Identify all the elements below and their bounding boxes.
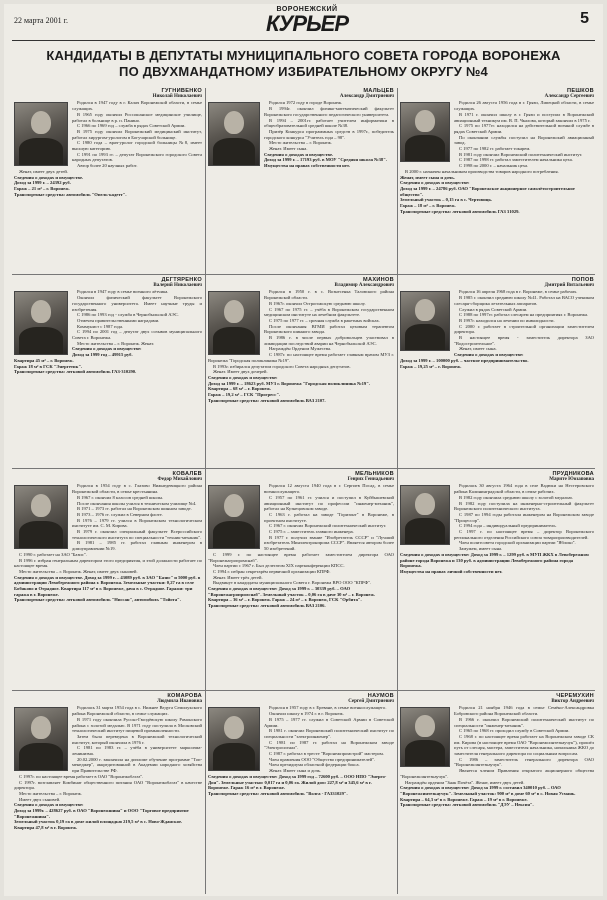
biography-paragraph: В настоящее время - заместитель директора ЗАО "Водостроительное".	[454, 335, 594, 346]
candidate-income-info	[14, 175, 202, 198]
biography-paragraph: Женат. Имеет трёх детей.	[213, 574, 263, 580]
biography-paragraph: Место жительства – г. Воронеж. Женат.	[77, 340, 155, 346]
photo-body-shape	[405, 324, 445, 350]
candidate-surname: ПРУДНИКОВА	[552, 471, 594, 477]
income-line: Земельный участок 0,19 га в доме жилой площадью 219,5 м² в с. Ново-Жданское.	[14, 819, 183, 825]
candidate-card	[400, 277, 594, 466]
candidate-income-info	[400, 352, 594, 369]
biography-paragraph: Женат. Имеет сына.	[269, 146, 308, 152]
candidate-photo	[14, 291, 68, 355]
newspaper-page	[4, 4, 603, 896]
candidate-income-info	[208, 586, 394, 609]
photo-body-shape	[19, 521, 63, 549]
candidate-card	[14, 88, 202, 272]
candidate-income-info	[400, 552, 594, 575]
candidate-card	[400, 88, 594, 272]
candidate-first-names: Александр Дмитриевич	[339, 94, 394, 100]
photo-body-shape	[19, 138, 63, 166]
income-line: Квартира 45 м² – г. Воронеж.	[14, 357, 74, 363]
candidate-photo	[208, 707, 260, 771]
headline-line-2: ПО ДВУХМАНДАТНОМУ ИЗБИРАТЕЛЬНОМУ ОКРУГУ №4	[119, 64, 488, 79]
candidate-card	[208, 277, 394, 466]
biography-paragraph: С 1997г. возглавляет Комбинат общественного питания ОАО "Воронежоблгаз" в качестве директора.	[14, 779, 202, 791]
candidate-photo	[14, 485, 68, 549]
income-line: Сведения о доходах и имуществе.	[14, 174, 84, 180]
photo-head-shape	[31, 716, 52, 740]
biography-paragraph: С 1988 по 1997гг. работал слесарем на предприятиях г. Воронежа.	[459, 312, 589, 318]
income-line: Доход за 1999 г. – 24392 руб.	[14, 180, 71, 186]
income-line: Доход за 1999 г. – 24786 руб. ОАО "Воронежское акционерное самолётостроительное общество".	[400, 185, 575, 197]
candidate-card	[14, 471, 202, 688]
candidate-surname: КОВАЛЁВ	[172, 471, 202, 477]
biography-paragraph: Родился в 1957 году в г. Ереване, в семье военнослужащего.	[269, 705, 387, 711]
biography-paragraph: В 1973 – 1976 гг. служил в Северном флоте.	[77, 511, 163, 517]
newspaper-logo	[254, 6, 360, 38]
biography-paragraph: Коммунист с 1987 года.	[77, 323, 124, 329]
income-line: Транспортные средства: легковой автомобиль ВАЗ 2106.	[208, 603, 326, 609]
biography-paragraph: После окончания ВГМИ работал цеховым терапевтом Воронежского шинного завода.	[264, 323, 394, 335]
biography-paragraph: С 1975 по 1977 гг. – срочная служба в ракетных войсках.	[269, 317, 380, 323]
income-line: Квартира – 68 м² – г. Воронеж.	[208, 386, 272, 392]
biography-paragraph: Женат. Имеет сына и дочь.	[269, 768, 322, 774]
biography-paragraph: Место жительства – г. Воронеж. Женат, имеет двух сыновей.	[19, 568, 138, 574]
logo-top: ВОРОНЕЖСКИЙ	[276, 6, 338, 13]
biography-paragraph: С 1963 г. работал на заводе "Горизонт" в Воронеже, в проектном институте.	[264, 511, 394, 523]
biography-paragraph: Автор более 20 научных работ.	[77, 163, 138, 169]
biography-paragraph: С 1981 по 1983 гг. – учёба в университете марксизма-ленинизма.	[72, 745, 202, 757]
income-line: Доход за 1999 г. – 17193 руб. в МОУ "Средняя школа №38".	[264, 157, 387, 163]
biography-paragraph: Родился в 1947 году в г. Калач Воронежской области, в семье служащих.	[72, 100, 202, 112]
biography-paragraph: Член политсовета городской организации партии "Яблоко".	[459, 540, 576, 546]
biography-paragraph: С 1999 г. по настоящее время работает заместителем директора ОАО "Воронежагропромснаб".	[208, 551, 394, 563]
biography-paragraph: Женат, имеет двух детей.	[19, 168, 68, 174]
income-line: Сведения о доходах и имуществе: Доход за 1999 год – 72600 руб. – ООО НПО "Энерго-Дон". Земельные участки: 0,017 га и 0,06 га. Жилой дом: 227,8 м² и 345,6 м² в г. Воронеже. Гараж 16 м² в г. Воронеже.	[208, 773, 387, 791]
biography-paragraph: С 1966 по 1969 год – служба в рядах Советской Армии.	[77, 123, 186, 129]
biography-paragraph: Родился 12 августа 1940 года в г. Сергиев Посад, в семье военнослужащего.	[264, 483, 394, 495]
candidate-card	[14, 277, 202, 466]
biography-paragraph: В 1979 г. окончил специальный факультет Всероссийского технологического института по специальности "техник-механик".	[72, 529, 202, 540]
photo-head-shape	[31, 111, 52, 135]
biography-paragraph: С 1967 г. окончил Воронежский политехнический институт.	[269, 523, 387, 529]
income-line: Доход за 1999 год – 49915 руб.	[72, 352, 133, 358]
photo-body-shape	[213, 743, 255, 771]
photo-head-shape	[224, 716, 244, 740]
photo-head-shape	[31, 300, 52, 324]
biography-paragraph: В 1996 г. избран генеральным директором этого предприятия, и этой должности работает по настоящее время.	[14, 557, 202, 569]
candidate-income-info	[208, 774, 394, 797]
biography-paragraph: Родилась 31 марта 1954 года в с. Нижнее Ведуга Семилукского района Воронежской области, в семье служащих.	[72, 705, 202, 717]
candidate-income-info	[400, 785, 594, 808]
column-divider	[205, 88, 206, 894]
biography-paragraph: С 1981 по 1987 гг. работал на Воронежском заводе "Электросигнал".	[264, 739, 394, 751]
candidate-photo	[400, 291, 450, 351]
candidate-surname: ГУГНИВЕНКО	[161, 88, 202, 94]
income-line: Транспортные средства: легковой автомобиль ВАЗ 2107.	[208, 397, 326, 403]
biography-paragraph: С 1994 по 2001 год – депутат двух созывов муниципального Совета г. Воронежа.	[72, 329, 202, 341]
biography-paragraph: В 1977 г. получил звание "Изобретатель СССР" и "Лучший изобретатель Минэлектронпрома СССР". Является автором более 50 изобретений.	[264, 534, 394, 552]
biography-paragraph: В 1965 году окончил Россошанское медицинское училище, работал в больнице в р. п. Панино.	[72, 111, 202, 123]
candidate-photo	[400, 102, 450, 162]
income-line: Сведения о доходах и имуществе.	[264, 151, 334, 157]
biography-paragraph: С 1957 по 1961 гг. учился и поступил в Куйбышевский авиационный институт по профессии "инженер-механик", работал на Кузнецовском заводе.	[264, 494, 394, 512]
income-line: Сведения о доходах и имуществе:	[400, 180, 470, 186]
photo-head-shape	[415, 299, 434, 321]
candidate-surname: НАУМОВ	[367, 693, 394, 699]
biography-paragraph: Родился 26 августа 1956 года в г. Грязи, Липецкой области, в семье служащих.	[454, 100, 594, 112]
masthead	[4, 4, 603, 40]
biography-paragraph: Замужем, имеет сына.	[459, 546, 503, 552]
photo-body-shape	[405, 135, 445, 161]
income-line: Транспортные средства: легковой автомобиль "ДЭУ – Нексия".	[400, 802, 534, 808]
income-line: Гараж 18 м² в ГСК "Энергетик".	[14, 363, 83, 369]
income-line: Сведения о доходах и имуществе. Доход за 1999 г. – 43089 руб. в ЗАО "Базис" и 5000 руб. в администрации Левобережного района г. Воронежа. Земельные участки: 0,27 га в селе Бобяково и Отрадное. Квартира 117 м² в г. Воронеже, дача в с. Отрадное. Гаражи: три гаража в г. Воронеже.	[14, 574, 201, 597]
photo-body-shape	[405, 740, 445, 766]
candidate-income-info	[14, 575, 202, 604]
biography-paragraph: В 1981 г. окончил Воронежский политехнический институт по специальности "электроинженер".	[264, 728, 394, 739]
biography-paragraph: В 1986 г. в числе первых добровольцев участвовал в ликвидации последствий аварии на Чернобыльской АЭС.	[264, 335, 394, 346]
biography-paragraph: В 1975 году окончил Воронежский медицинский институт, работал хирургом-урологом в Богучарской больнице.	[72, 128, 202, 140]
income-line: Квартира 47,8 м² в г. Воронеж.	[14, 825, 78, 831]
biography-paragraph: Член партии с 1967 г. Был делегатом XIX партконференции КПСС.	[213, 563, 345, 569]
biography-paragraph: Является членом Правления открытого акционерного общества "Воронежсинтезкаучук".	[400, 768, 594, 779]
candidate-first-names: Людмила Ивановна	[156, 699, 202, 705]
headline-line-1: КАНДИДАТЫ В ДЕПУТАТЫ МУНИЦИПАЛЬНОГО СОВЕТА ГОРОДА ВОРОНЕЖА	[46, 48, 561, 63]
candidate-photo	[208, 102, 260, 166]
biography-paragraph: С 1994 года – индивидуальный предприниматель.	[459, 523, 557, 529]
photo-head-shape	[415, 110, 434, 132]
income-line: Сведения о доходах и имуществе: Доход за 1999 г. – 30339 руб. – ОАО "Воронежагропромснаб". Земельный участок – 0,06 га в даче 30 м² – г. Воронеж. Квартира – 36 м² – г. Воронеж. Гараж – 24 м² – г. Воронеж, ГСК "Орбита".	[208, 586, 375, 603]
biography-paragraph: С 1987г. по настоящее время работает главным врачом МУЗ г. Воронежа "Городская поликлиника №19".	[208, 352, 394, 363]
biography-paragraph: Награждён Орденом Мужества.	[269, 346, 332, 352]
candidate-first-names: Дмитрий Витальевич	[544, 283, 594, 289]
biography-paragraph: Член правления ООО "Общество предпринимателей".	[269, 756, 376, 762]
biography-paragraph: В 1967 г. окончил 8 классов средней школы.	[77, 494, 164, 500]
candidate-first-names: Владимир Александрович	[334, 283, 394, 289]
photo-head-shape	[31, 494, 52, 518]
column-divider	[397, 88, 398, 894]
row-divider	[12, 468, 595, 469]
row-divider	[12, 690, 595, 691]
biography-paragraph: Родился 16 апреля 1968 года в г. Воронеже, в семье рабочих.	[459, 289, 578, 295]
photo-body-shape	[19, 743, 63, 771]
biography-paragraph: С 1990 г. работает на ЗАО "Базис".	[19, 551, 87, 557]
biography-paragraph: Место жительства – г. Воронеж.	[269, 140, 332, 146]
biography-paragraph: 20.02.2000 г. закончила на дипломе обучение программе "Топ-менеджер", аккредитованной в Академии народного хозяйства при Правительстве РФ.	[72, 756, 202, 774]
biography-paragraph: Родился в 1947 году в семье военного лётчика.	[77, 289, 169, 295]
biography-paragraph: С 1998 по 2000 г. – начальник цеха.	[459, 163, 529, 169]
biography-paragraph: С 1991 по 1993 гг. – депутат Воронежского городского Совета народных депутатов.	[72, 151, 202, 163]
biography-paragraph: В 1994г. окончил физико-математический факультет Воронежского государственного педагогического университета.	[264, 106, 394, 117]
biography-paragraph: В 1994 – 2001гг. работает учителем информатики в общеобразовательной средней школе №38.	[264, 117, 394, 129]
income-line: Сведения о доходах и имуществе:	[208, 374, 278, 380]
income-line: Гараж – 19,25 м² – г. Воронеж.	[400, 363, 462, 369]
income-line: Транспортные средства: легковой автомобиль ГАЗ-310290.	[14, 369, 137, 375]
candidate-card	[208, 693, 394, 893]
biography-paragraph: Член президиума областной федерации бокса.	[269, 762, 360, 768]
biography-paragraph: С 1997 г. по настоящее время – директор Воронежского регионального отделения Российского союза товаропроизводителей.	[454, 529, 594, 540]
biography-paragraph: В 1971 – 1973 гг. работал на Воронежском шинном заводе.	[77, 506, 192, 512]
biography-paragraph: Женат. Имеет двух дочерей.	[213, 369, 268, 375]
candidate-first-names: Николай Николаевич	[152, 94, 202, 100]
candidate-photo	[208, 291, 260, 355]
income-line: Транспортные средства: легковой автомобиль ГАЗ 31029.	[400, 208, 520, 214]
biography-paragraph: В 1981 году окончил Воронежский политехнический институт.	[459, 151, 583, 157]
biography-paragraph: С 1977 по 1982 гг. работает токарем.	[459, 146, 531, 152]
biography-paragraph: Окончил школу в 1974 г. в г. Воронеж.	[269, 711, 344, 717]
candidate-first-names: Александр Сергеевич	[544, 94, 594, 100]
logo-main: КУРЬЕР	[265, 11, 349, 36]
candidate-surname: ДЕГТЯРЕНКО	[161, 277, 202, 283]
candidate-first-names: Виктор Андреевич	[551, 699, 594, 705]
photo-body-shape	[213, 521, 255, 549]
biography-paragraph: В 2000 г. назначен начальником производства товаров народного потребления.	[405, 168, 559, 174]
biography-paragraph: С 1987 г. работал в тресте "Воронежпромстрой" мастером.	[269, 751, 384, 757]
photo-head-shape	[224, 300, 244, 324]
income-line: Земельный участок – 0,15 га в с. Чертовицк.	[400, 197, 493, 203]
candidate-first-names: Федор Михайлович	[157, 477, 202, 483]
biography-paragraph: Родился 21 ноября 1946 года в семье Семёно-Александровка Бобровского района Воронежской области.	[454, 705, 594, 717]
biography-paragraph: Родилась 30 августа 1964 года в селе Вадюки на Нестеровского района Калининградской области, в семье рабочих.	[454, 483, 594, 495]
photo-body-shape	[213, 138, 255, 166]
candidate-card	[208, 471, 394, 688]
candidate-surname: ПОПОВ	[571, 277, 594, 283]
income-line: Транспортные средства: легковой автомобиль "Волга - ГАЗ31029".	[208, 790, 348, 796]
photo-body-shape	[405, 518, 445, 544]
income-line: Имущества на правах личной собственности нет.	[400, 568, 503, 574]
candidate-surname: ЧЕРЕМУХИН	[556, 693, 594, 699]
biography-paragraph: В 1976 – 1979 гг. учился в Воронежском технологическом институте им. С. М. Кирова.	[72, 517, 202, 529]
photo-head-shape	[224, 111, 244, 135]
income-line: Доход за 1999 г. – 100000 руб. – частное предпринимательство.	[400, 357, 529, 363]
biography-paragraph: Окончил физический факультет Воронежского государственного университета. Имеет научные труды и изобретения.	[72, 295, 202, 312]
biography-paragraph: В 1966 г. окончил Воронежский политехнический институт по специальности "инженер-механик".	[454, 716, 594, 728]
biography-paragraph: Затем была переведена в Воронежский технологический институт, который окончила в 1976 г.	[72, 733, 202, 745]
biography-paragraph: С 1975 г. – заместитель главного инженера.	[269, 529, 354, 535]
income-line: Доход за 1999 г. – 18623 руб. МУЗ г. Воронежа "Городская поликлиника №19".	[208, 380, 370, 386]
candidate-first-names: Марите Юозаповна	[549, 477, 594, 483]
biography-paragraph: С 1987 по 1998 гг. работал заместителем начальника цеха.	[459, 157, 573, 163]
biography-paragraph: В 1971 году окончила Русско-Гвоздёвскую школу Рамонского района с золотой медалью. В 1971 году поступила в Московский технологический институт пищевой промышленности.	[72, 716, 202, 734]
candidate-surname: МАХИНОВ	[363, 277, 394, 283]
candidate-card	[14, 693, 202, 893]
candidate-surname: МАЛЬЦЕВ	[363, 88, 394, 94]
income-line: Сведения о доходах и имуществе: Доход за 1999 г. составил 340010 руб. – ОАО "Воронежсинтезкаучук". Земельный участок: 900 м² в доме 60 м² в с. Новая Усмань. Квартира – 64,3 м² в г. Воронеже. Гараж – 19 м² в г. Воронеже.	[400, 785, 576, 802]
biography-paragraph: С 1968 г. по настоящее время работает на Воронежском заводе СК им. Кирова (в настоящее время ОАО "Воронежсинтезкаучук"), прошёл путь от слесаря, мастера, заместителя начальника, начальника ЖКО до заместителя генерального директора по социальным вопросам.	[454, 733, 594, 757]
photo-head-shape	[415, 493, 434, 515]
biography-paragraph: Выдвинут в кандидаты муниципального Совета г. Воронежа ВРО ООО "КПРФ".	[213, 580, 372, 586]
candidate-income-info	[208, 375, 394, 404]
biography-paragraph: В 1993г. избирался депутатом городского Совета народных депутатов.	[213, 363, 351, 369]
income-line: Транспортные средства: легковой автомобиль "Ниссан", автомобиль "Тойота".	[14, 597, 181, 603]
candidate-surname: ПЕШКОВ	[567, 88, 594, 94]
photo-body-shape	[213, 327, 255, 355]
biography-paragraph: С 1994 г. избран секретарём первичной организации КПРФ.	[213, 568, 331, 574]
headline	[12, 48, 595, 80]
biography-paragraph: С 1986 – заместитель генерального директора ОАО "Воронежсинтезкаучук".	[454, 756, 594, 768]
candidate-card	[400, 693, 594, 893]
biography-paragraph: Родился в 1950 г. в с. Вознесенка Таловского района Воронежской области.	[264, 289, 394, 301]
row-divider	[12, 274, 595, 275]
biography-paragraph: Место жительства – г. Воронеж.	[19, 790, 82, 796]
candidate-surname: КОМАРОВА	[167, 693, 202, 699]
biography-paragraph: С 2000 г. работает в строительной организации заместителем директора.	[454, 323, 594, 335]
biography-paragraph: В 1971 г. окончил школу в г. Грязи и поступил в Воронежский авиационный техникум им. В. П. Чкалова, который закончил в 1975 г.	[454, 111, 594, 123]
biography-paragraph: Имеет двух сыновей.	[19, 796, 61, 802]
biography-paragraph: В 1982 году поступила на инженерно-строительный факультет Воронежского политехнического института.	[454, 500, 594, 512]
income-line: Сведения о доходах и имуществе: Доход за 1999 г. – 1299 руб. в МУП ЖКХ в Левобережном районе города Воронежа и 130 руб. в администрации Левобережного района города Воронежа.	[400, 551, 589, 569]
income-line: Сведения о доходах и имуществе:	[72, 346, 142, 352]
candidate-first-names: Генрих Геннадьевич	[347, 477, 394, 483]
biography-paragraph: С 1997г. по настоящее время работает в ОАО "Воронежоблгаз".	[19, 773, 144, 779]
biography-paragraph: Родился 1972 году в городе Воронеж.	[269, 100, 343, 106]
candidate-photo	[400, 707, 450, 767]
biography-paragraph: По окончании службы поступил на Воронежский авиационный завод.	[454, 134, 594, 146]
biography-paragraph: После окончания школы учился в техническом училище №4.	[77, 500, 197, 506]
issue-date: 22 марта 2001 г.	[14, 16, 68, 25]
income-line: Гараж – 21 м² – г. Воронеж.	[14, 185, 70, 191]
biography-paragraph: В 1985 г. окончил среднюю школу №41. Работал на ВАСО учеником слесаря-сборщика летательных аппаратов.	[454, 295, 594, 306]
biography-paragraph: С 1965 по 1968 гг. проходил службу в Советской Армии.	[459, 728, 570, 734]
photo-body-shape	[19, 327, 63, 355]
income-line: Женат, имеет сына и дочь.	[400, 174, 455, 180]
photo-head-shape	[415, 715, 434, 737]
candidate-photo	[14, 707, 68, 771]
income-line: Гараж – 19,2 м² – ГСК "Прогресс".	[208, 392, 281, 398]
photo-head-shape	[224, 494, 244, 518]
candidate-surname: МЕЛЬНИКОВ	[355, 471, 394, 477]
biography-paragraph: В 1975 – 1977 гг. служил в Советской Армии в Советской Армии.	[264, 716, 394, 728]
biography-paragraph: Женат, имеет сына.	[459, 346, 497, 352]
biography-paragraph: В 1967г. окончил Острогожскую среднюю школу.	[269, 300, 366, 306]
masthead-rule	[12, 40, 595, 41]
biography-paragraph: В 1982 году окончила среднюю школу с золотой медалью.	[459, 494, 574, 500]
biography-paragraph: В 1997г. находился на лечении по инвалидности.	[459, 317, 555, 323]
biography-paragraph: Награждён орденом "Знак Почёта". Женат, имеет двух детей.	[405, 779, 525, 785]
biography-paragraph: Призёр Конкурса программных средств в 1997г., победитель городского конкурса "Учитель года – 98".	[264, 128, 394, 140]
candidate-card	[208, 88, 394, 272]
candidate-photo	[208, 485, 260, 549]
income-line: Гараж – 18 м² – г. Воронеж.	[400, 203, 456, 209]
biography-paragraph: С 1986 по 1993 год - служба в Чернобыльской АЭС.	[77, 312, 179, 318]
candidate-photo	[14, 102, 68, 166]
income-line: Сведения о доходах и имуществе:	[454, 352, 524, 358]
biography-paragraph: Родился в 1954 году в с. Глазово Нижнедевицкого района Воронежской области, в семье крестьянина.	[72, 483, 202, 495]
candidate-income-info	[400, 175, 594, 215]
income-line: Доход за 1999г. – 428627 руб. в ОАО "Воронежшина" и ООО "Торговое предприятие "Воронежшина".	[14, 808, 189, 819]
income-line: Имущества на правах собственности нет.	[264, 163, 350, 169]
candidate-first-names: Валерий Николаевич	[153, 283, 202, 289]
biography-paragraph: С 1987 по 1994 годы работала инженером на Воронежском заводе "Процессор".	[454, 511, 594, 523]
candidate-income-info	[14, 802, 202, 831]
income-line: Сведения о доходах и имуществе:	[14, 802, 84, 808]
biography-paragraph: С 1967 по 1975 гг. – учёба в Воронежском государственном медицинском институте на лечебном факультете.	[264, 306, 394, 318]
candidate-card	[400, 471, 594, 688]
biography-paragraph: С 1980 года – врач-уролог городской больницы №8, имеет высшую категорию.	[72, 140, 202, 152]
biography-paragraph: Служил в рядах Советской Армии.	[459, 306, 528, 312]
page-number: 5	[580, 10, 589, 27]
biography-paragraph: В 1981 – 1985 гг. работал главным инженером в домоуправлении №19.	[72, 540, 202, 552]
biography-paragraph: Отмечен правительственными наградами.	[77, 317, 160, 323]
candidate-photo	[400, 485, 450, 545]
income-line: Транспортные средства: автомобиль "Опель-кадетт".	[14, 191, 127, 197]
candidate-first-names: Сергей Дмитриевич	[348, 699, 394, 705]
biography-paragraph: С 1975 по 1977гг. находился на действительной военной службе в рядах Советской Армии.	[454, 123, 594, 134]
